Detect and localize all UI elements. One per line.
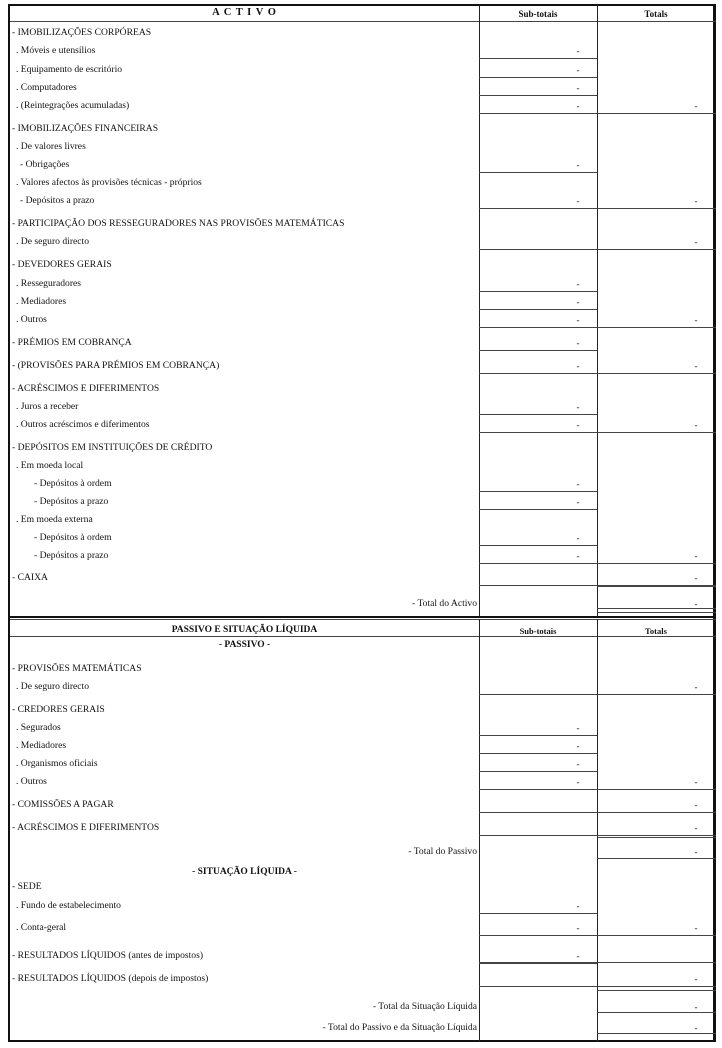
passivo-subtotals-header: Sub-totais	[519, 626, 557, 636]
situacao-section-label: - SITUAÇÃO LÍQUIDA -	[192, 867, 297, 877]
total-activo-label: - Total do Activo	[412, 598, 477, 609]
total-geral-value: -	[694, 1023, 698, 1033]
subtotal-value: -	[576, 361, 580, 371]
total-rule	[479, 208, 716, 209]
total-rule	[479, 563, 716, 564]
box-rule	[597, 586, 716, 587]
box-rule	[479, 962, 716, 963]
total-activo-value: -	[694, 599, 698, 609]
subtotal-rule	[479, 309, 597, 310]
subtotal-value: -	[576, 923, 580, 933]
row-label: . Fundo de estabelecimento	[16, 900, 121, 911]
subtotal-value: -	[576, 951, 580, 961]
row-label: . Em moeda externa	[16, 514, 93, 525]
box-rule	[597, 990, 716, 991]
subtotal-value: -	[576, 315, 580, 325]
subtotal-rule	[479, 753, 597, 754]
total-rule	[479, 327, 716, 328]
row-label: . Outros	[16, 776, 47, 787]
total-value: -	[694, 315, 698, 325]
row-label: . De seguro directo	[16, 681, 89, 692]
total-rule	[479, 373, 716, 374]
row-label: - CAIXA	[12, 572, 48, 583]
total-rule	[479, 432, 716, 433]
total-rule	[479, 986, 716, 987]
row-label: . Resseguradores	[16, 278, 82, 289]
row-label: . Computadores	[16, 82, 77, 93]
row-label: - (PROVISÕES PARA PRÉMIOS EM COBRANÇA)	[12, 360, 220, 371]
subtotal-value: -	[576, 160, 580, 170]
subtotal-value: -	[576, 901, 580, 911]
passivo-header-divider	[10, 636, 716, 637]
subtotal-rule	[479, 291, 597, 292]
subtotal-value: -	[576, 196, 580, 206]
passivo-subtotal-column-line	[479, 619, 480, 1042]
subtotal-rule	[479, 58, 597, 59]
row-label: . Em moeda local	[16, 460, 84, 471]
subtotal-value: -	[576, 83, 580, 93]
box-rule	[597, 858, 716, 859]
box-rule	[597, 608, 716, 609]
subtotal-rule	[479, 509, 597, 510]
total-value: -	[694, 974, 698, 984]
box-rule	[597, 837, 716, 838]
activo-header-divider	[10, 21, 716, 22]
subtotal-value: -	[576, 297, 580, 307]
total-value: -	[694, 361, 698, 371]
row-label: - RESULTADOS LÍQUIDOS (antes de impostos)	[12, 950, 204, 961]
total-value: -	[694, 237, 698, 247]
subtotal-value: -	[576, 479, 580, 489]
total-value: -	[694, 551, 698, 561]
total-value: -	[694, 923, 698, 933]
subtotal-value: -	[576, 101, 580, 111]
total-value: -	[694, 823, 698, 833]
row-label: - ACRÉSCIMOS E DIFERIMENTOS	[12, 383, 160, 394]
total-value: -	[694, 800, 698, 810]
row-label: . Móveis e utensílios	[16, 45, 96, 56]
total-value: -	[694, 573, 698, 583]
subtotal-rule	[479, 491, 597, 492]
row-label: - Depósitos a prazo	[34, 496, 109, 507]
subtotal-value: -	[576, 741, 580, 751]
total-geral-label: - Total do Passivo e da Situação Líquida	[322, 1022, 477, 1033]
row-label: . Mediadores	[16, 296, 67, 307]
row-label: . De seguro directo	[16, 236, 89, 247]
subtotal-rule	[479, 913, 597, 914]
subtotal-value: -	[576, 402, 580, 412]
subtotal-rule	[479, 963, 597, 964]
activo-totals-header: Totals	[644, 9, 668, 19]
subtotal-value: -	[576, 759, 580, 769]
box-rule	[597, 1033, 716, 1034]
row-label: . Juros a receber	[16, 401, 79, 412]
subtotal-rule	[479, 172, 597, 173]
total-value: -	[694, 420, 698, 430]
row-label: . Valores afectos às provisões técnicas - próprios	[16, 177, 202, 188]
section-divider-inner	[10, 619, 716, 620]
subtotal-value: -	[576, 533, 580, 543]
total-situacao-label: - Total da Situação Líquida	[372, 1001, 477, 1012]
total-rule	[479, 249, 716, 250]
total-value: -	[694, 682, 698, 692]
row-label: - CREDORES GERAIS	[12, 704, 105, 715]
subtotal-rule	[479, 735, 597, 736]
row-label: . Conta-geral	[16, 922, 67, 933]
total-rule	[479, 694, 716, 695]
total-value: -	[694, 777, 698, 787]
subtotal-rule	[479, 350, 597, 351]
box-rule	[597, 612, 716, 613]
balance-sheet-form	[8, 4, 716, 1042]
activo-totals-column-line	[597, 4, 598, 616]
subtotal-value: -	[576, 777, 580, 787]
row-label: - PARTICIPAÇÃO DOS RESSEGURADORES NAS PROVISÕES MATEMÁTICAS	[12, 218, 345, 229]
row-label: . Equipamento de escritório	[16, 64, 123, 75]
total-rule	[479, 812, 716, 813]
subtotal-rule	[479, 545, 597, 546]
row-label: - Obrigações	[20, 159, 70, 170]
total-rule	[479, 935, 716, 936]
row-label: - ACRÉSCIMOS E DIFERIMENTOS	[12, 822, 160, 833]
row-label: . (Reintegrações acumuladas)	[16, 100, 130, 111]
activo-subtotals-header: Sub-totais	[518, 9, 558, 19]
total-rule	[479, 113, 716, 114]
subtotal-value: -	[576, 497, 580, 507]
activo-title: A C T I V O	[212, 7, 277, 18]
row-label: . Mediadores	[16, 740, 67, 751]
subtotal-value: -	[576, 46, 580, 56]
subtotal-rule	[479, 414, 597, 415]
total-value: -	[694, 101, 698, 111]
row-label: . Organismos oficiais	[16, 758, 98, 769]
total-rule	[479, 789, 716, 790]
passivo-totals-header: Totals	[645, 626, 667, 636]
row-label: . Segurados	[16, 722, 61, 733]
row-label: - PRÉMIOS EM COBRANÇA	[12, 337, 132, 348]
row-label: - Depósitos a prazo	[34, 550, 109, 561]
subtotal-rule	[479, 95, 597, 96]
subtotal-value: -	[576, 551, 580, 561]
row-label: . Outros	[16, 314, 47, 325]
total-passivo-label: - Total do Passivo	[408, 846, 477, 857]
row-label: - COMISSÕES A PAGAR	[12, 799, 114, 810]
passivo-title: PASSIVO E SITUAÇÃO LÍQUIDA	[171, 625, 318, 635]
subtotal-value: -	[576, 65, 580, 75]
subtotal-value: -	[576, 420, 580, 430]
passivo-section-label: - PASSIVO -	[218, 640, 271, 650]
row-label: - DEPÓSITOS EM INSTITUIÇÕES DE CRÉDITO	[12, 442, 213, 453]
row-label: - Depósitos a prazo	[20, 195, 95, 206]
total-situacao-value: -	[694, 1002, 698, 1012]
subtotal-value: -	[576, 338, 580, 348]
row-label: - IMOBILIZAÇÕES CORPÓREAS	[12, 27, 152, 38]
row-label: - SEDE	[12, 881, 42, 892]
total-value: -	[694, 196, 698, 206]
row-label: - IMOBILIZAÇÕES FINANCEIRAS	[12, 123, 159, 134]
row-label: - DEVEDORES GERAIS	[12, 259, 112, 270]
box-rule	[597, 1012, 716, 1013]
subtotal-value: -	[576, 279, 580, 289]
row-label: - RESULTADOS LÍQUIDOS (depois de impostos)	[12, 973, 209, 984]
row-label: - PROVISÕES MATEMÁTICAS	[12, 663, 142, 674]
row-label: . De valores livres	[16, 141, 86, 152]
subtotal-rule	[479, 771, 597, 772]
row-label: - Depósitos à ordem	[34, 532, 112, 543]
subtotal-value: -	[576, 723, 580, 733]
row-label: . Outros acréscimos e diferimentos	[16, 419, 150, 430]
passivo-totals-column-line	[597, 619, 598, 1042]
section-divider	[10, 616, 716, 618]
total-rule	[479, 835, 716, 836]
row-label: - Depósitos à ordem	[34, 478, 112, 489]
total-passivo-value: -	[694, 847, 698, 857]
subtotal-rule	[479, 77, 597, 78]
